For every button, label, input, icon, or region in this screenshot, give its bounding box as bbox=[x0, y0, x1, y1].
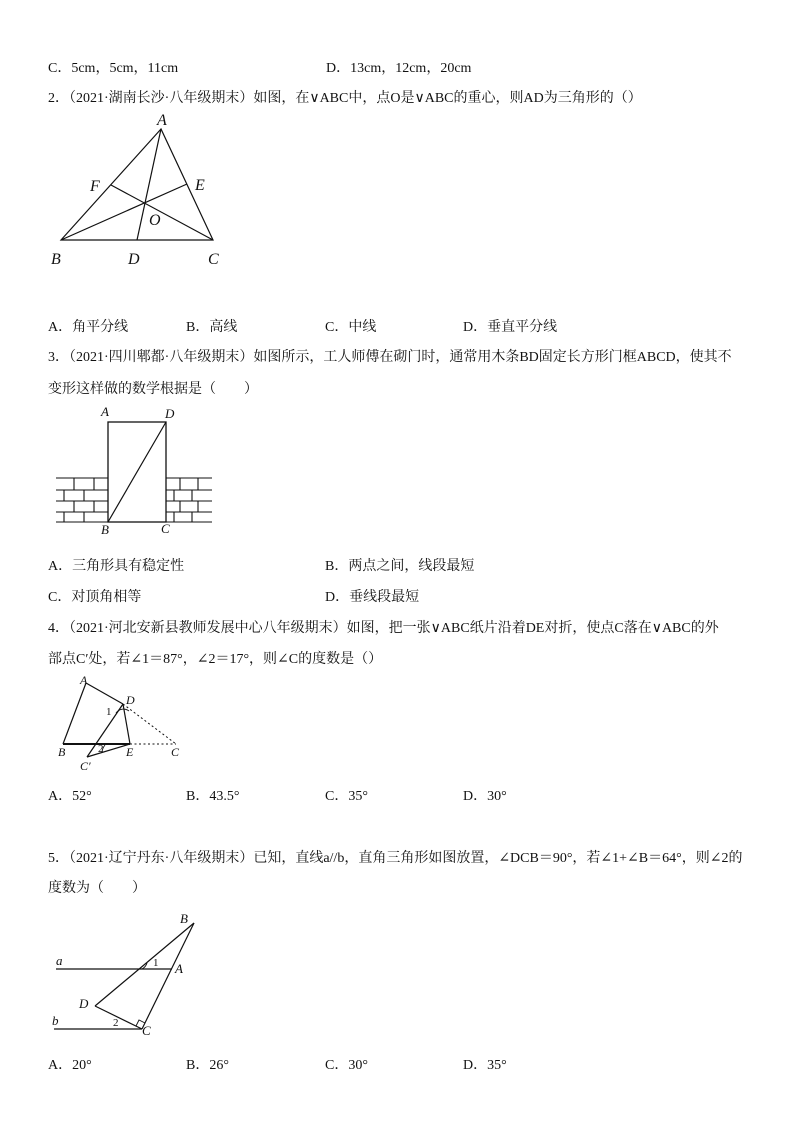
q2-label-b: B bbox=[51, 251, 61, 268]
q2-label-a: A bbox=[157, 112, 167, 129]
q5-label-a-line: a bbox=[56, 953, 63, 968]
q5-label-a: A bbox=[175, 961, 183, 976]
q5-side-dc bbox=[95, 1006, 142, 1029]
q2-figure bbox=[40, 110, 240, 275]
q3-stem-line2: 变形这样做的数学根据是（ ） bbox=[48, 382, 258, 397]
q2-option-a: A．角平分线 bbox=[48, 320, 129, 335]
q3-label-b: B bbox=[101, 522, 109, 537]
q5-label-b: B bbox=[180, 911, 188, 926]
q4-stem-line1: 4．（2021·河北安新县教师发展中心八年级期末）如图，把一张∨ABC纸片沿着DE对折，使点C落在∨ABC的外 bbox=[48, 621, 719, 636]
q5-option-c: C．30° bbox=[325, 1058, 368, 1073]
q4-figure bbox=[50, 670, 200, 780]
q2-stem: 2．（2021·湖南长沙·八年级期末）如图，在∨ABC中，点O是∨ABC的重心，则AD为三角形的（） bbox=[48, 91, 642, 106]
q2-option-d: D．垂直平分线 bbox=[463, 320, 558, 335]
q4-label-angle-1: 1 bbox=[106, 706, 112, 718]
q3-stem-line1: 3．（2021·四川郫都·八年级期末）如图所示，工人师傅在砌门时，通常用木条BD固定长方形门框ABCD，使其不 bbox=[48, 350, 732, 365]
q4-dashed-dc bbox=[123, 704, 176, 744]
q4-label-e: E bbox=[126, 745, 134, 759]
q3-option-b: B．两点之间，线段最短 bbox=[325, 559, 475, 574]
q2-triangle-abc bbox=[61, 129, 213, 240]
q4-label-d: D bbox=[126, 693, 135, 707]
q4-label-angle-2: 2 bbox=[98, 743, 104, 755]
q4-folded-c-prime-e bbox=[87, 744, 130, 757]
q5-option-d: D．35° bbox=[463, 1058, 507, 1073]
q4-stem-line2: 部点C′处，若∠1＝87°，∠2＝17°，则∠C的度数是（） bbox=[48, 652, 383, 667]
q2-label-f: F bbox=[90, 178, 100, 195]
q1-option-c: C．5cm，5cm，11cm bbox=[48, 61, 179, 76]
q4-label-b: B bbox=[58, 745, 66, 759]
q4-option-a: A．52° bbox=[48, 789, 92, 804]
q2-label-e: E bbox=[195, 177, 205, 194]
q3-label-a: A bbox=[101, 404, 109, 419]
q3-brick-wall-right bbox=[166, 478, 212, 522]
q2-label-d: D bbox=[128, 251, 140, 268]
q3-option-c: C．对顶角相等 bbox=[48, 590, 142, 605]
q4-label-a: A bbox=[80, 673, 88, 687]
q4-label-c: C bbox=[171, 745, 180, 759]
q4-option-b: B．43.5° bbox=[186, 789, 240, 804]
q5-side-bc bbox=[142, 923, 194, 1029]
q3-brick-wall-left bbox=[56, 478, 108, 522]
q3-option-a: A．三角形具有稳定性 bbox=[48, 559, 185, 574]
q5-label-d: D bbox=[79, 996, 89, 1011]
q2-label-c: C bbox=[208, 251, 219, 268]
q5-label-angle-1: 1 bbox=[153, 957, 159, 969]
q5-label-angle-2: 2 bbox=[113, 1017, 119, 1029]
q4-side-ad bbox=[86, 683, 123, 704]
q2-option-c: C．中线 bbox=[325, 320, 377, 335]
q5-option-b: B．26° bbox=[186, 1058, 229, 1073]
q3-option-d: D．垂线段最短 bbox=[325, 590, 420, 605]
q1-option-d: D．13cm，12cm，20cm bbox=[326, 61, 472, 76]
q4-folded-dc-prime bbox=[87, 704, 123, 757]
q4-label-c-prime: C′ bbox=[80, 759, 91, 773]
q5-stem-line1: 5．（2021·辽宁丹东·八年级期末）已知，直线a//b，直角三角形如图放置，∠DCB＝90°，若∠1+∠B＝64°，则∠2的 bbox=[48, 851, 743, 866]
q5-option-a: A．20° bbox=[48, 1058, 92, 1073]
q4-option-c: C．35° bbox=[325, 789, 368, 804]
q3-label-c: C bbox=[161, 521, 170, 536]
q5-label-c: C bbox=[142, 1023, 151, 1038]
q3-figure bbox=[50, 400, 220, 540]
q5-stem-line2: 度数为（ ） bbox=[48, 881, 146, 896]
q5-figure bbox=[50, 905, 210, 1045]
q2-option-b: B．高线 bbox=[186, 320, 238, 335]
q4-side-ab bbox=[63, 683, 86, 744]
q2-label-o: O bbox=[149, 212, 161, 229]
q3-label-d: D bbox=[165, 406, 175, 421]
q5-label-b-line: b bbox=[52, 1013, 59, 1028]
q4-option-d: D．30° bbox=[463, 789, 507, 804]
